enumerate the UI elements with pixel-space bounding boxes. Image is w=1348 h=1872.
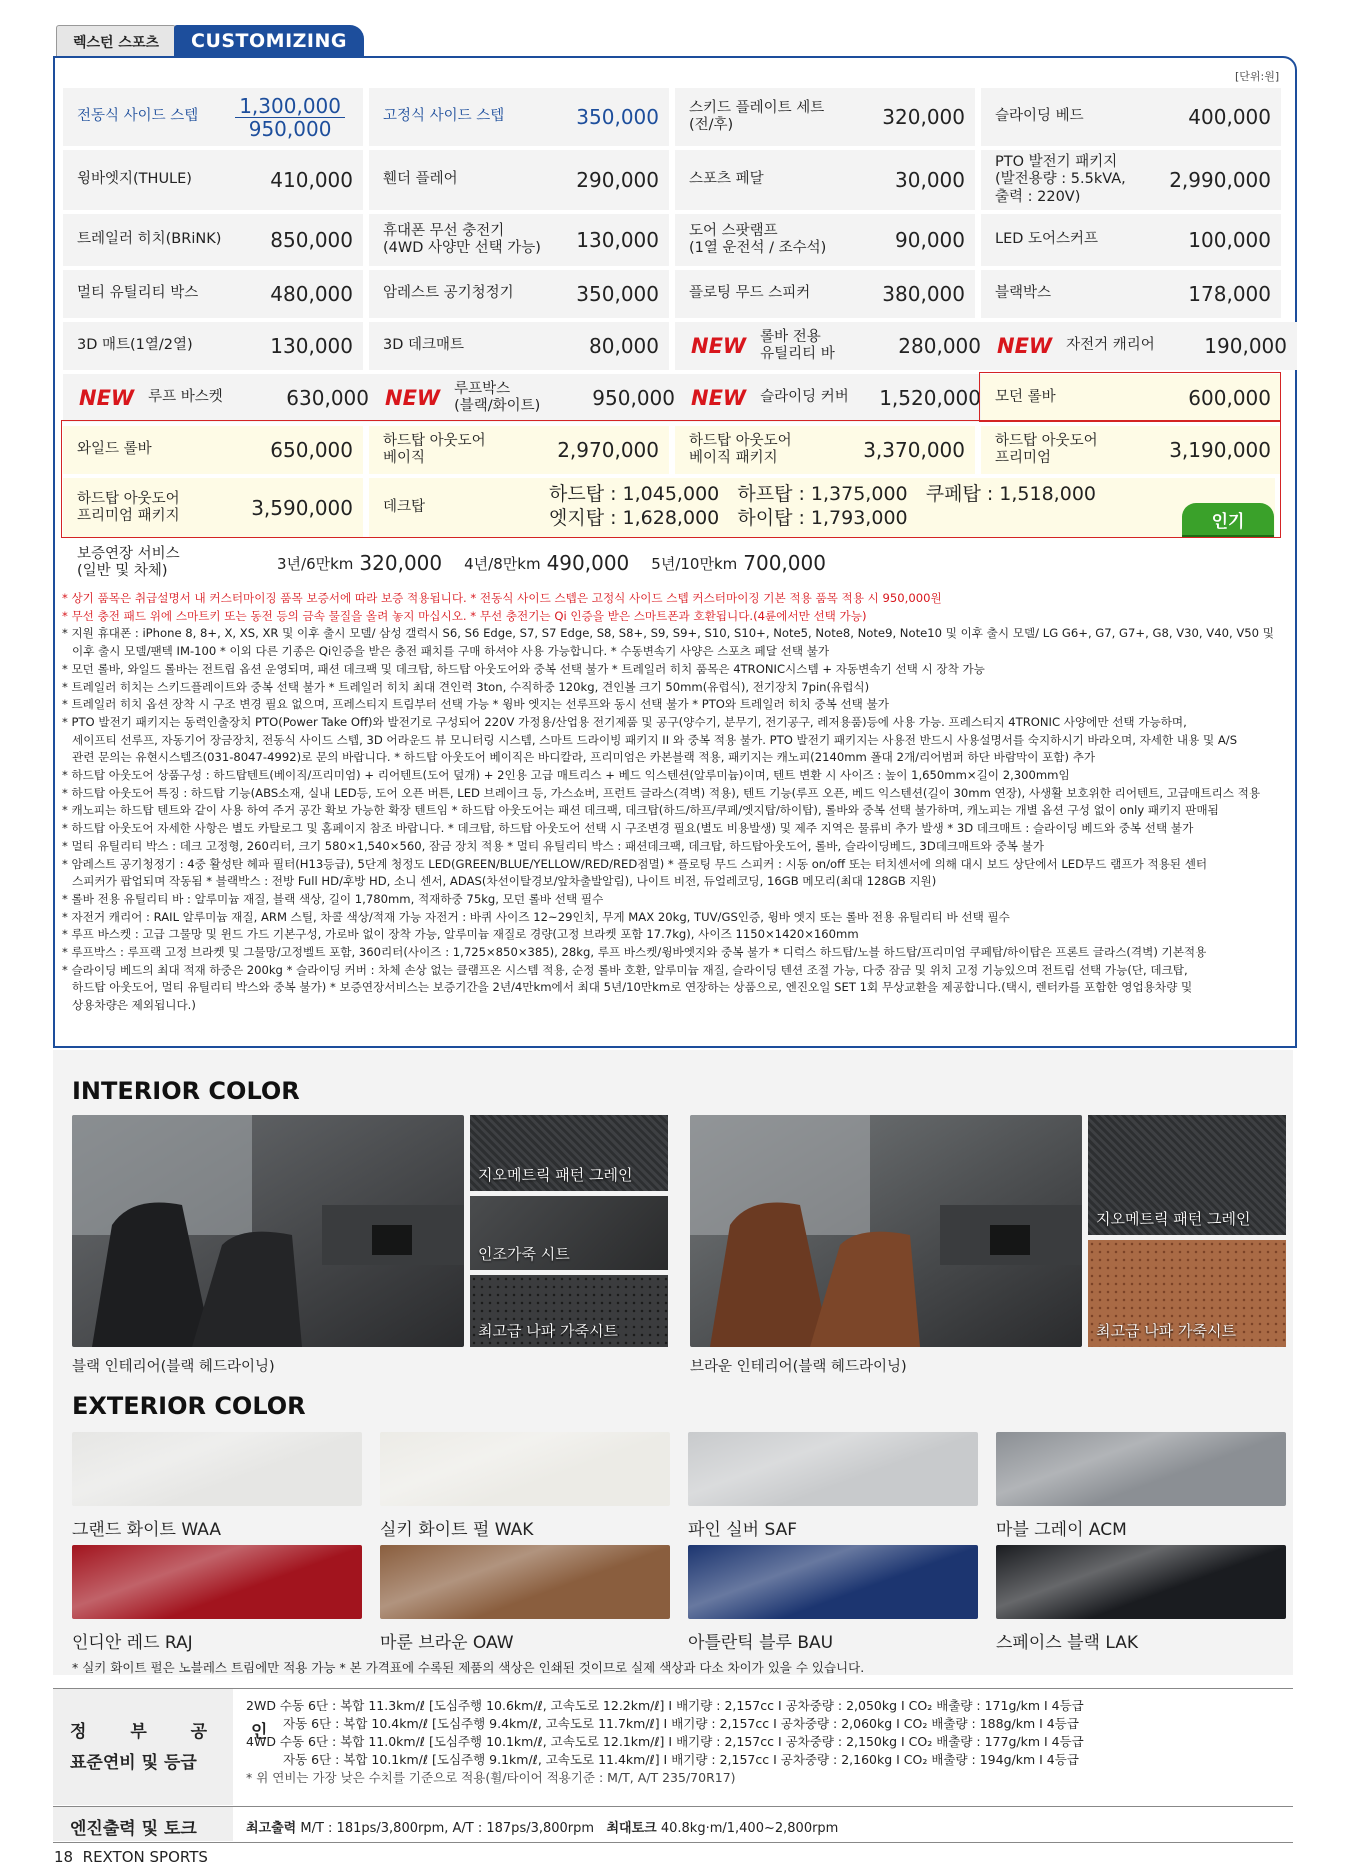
option-cell <box>63 374 379 422</box>
option-cell <box>981 88 1281 146</box>
option-cell <box>63 214 363 266</box>
option-price: 480,000 <box>270 282 353 306</box>
note-line: * 루프박스 : 루프랙 고정 브라켓 및 그물망/고정벨트 포함, 360리터(사이즈 : 1,725×850×385), 28kg, 루프 바스켓/윙바엣지와 중복 불가 * 디럭스 하드탑/노블 하드탑/프리미엄 쿠페탑/하이탑은 프론트 글라스(격벽) 기본적용 <box>62 945 1207 960</box>
note-line: * 무선 충전 패드 위에 스마트키 또는 동전 등의 금속 물질을 올려 놓지 마십시오. * 무선 충전기는 Qi 인증을 받은 스마트폰과 호환됩니다.(4륜에서만 선택 가능) <box>62 608 867 623</box>
option-label: 와일드 롤바 <box>77 441 152 458</box>
brown-interior-photo <box>690 1115 1082 1347</box>
color-name: 마블 그레이 ACM <box>996 1520 1127 1540</box>
black-interior-photo <box>72 1115 464 1347</box>
exterior-note: * 실키 화이트 펄은 노블레스 트림에만 적용 가능 * 본 가격표에 수록된 제품의 색상은 인쇄된 것이므로 실제 색상과 다소 차이가 있을 수 있습니다. <box>72 1660 865 1675</box>
note-line: * 멀티 유틸리티 박스 : 데크 고정형, 260리터, 크기 580×1,540×560, 잠금 장치 적용 * 멀티 유틸리티 박스 : 패션데크팩, 데크탑, 하드탑아웃도어, 롤바, 슬라이딩베드, 3D데크매트와 중복 불가 <box>62 838 1044 853</box>
fuel-label-bg <box>53 1689 233 1805</box>
option-label: 스키드 플레이트 세트 (전/후) <box>689 99 825 133</box>
deck-price: 엣지탑 : 1,628,000 <box>549 507 720 529</box>
page-number: 18 <box>54 1848 74 1866</box>
option-label: 슬라이딩 베드 <box>995 108 1084 125</box>
option-price: 600,000 <box>1188 386 1271 410</box>
note-line: * 암레스트 공기청정기 : 4중 활성탄 헤파 필터(H13등급), 5단계 청정도 LED(GREEN/BLUE/YELLOW/RED/RED점멸) * 플로팅 무드 스피커 : 시동 on/off 또는 터치센서에 의해 대시 보드 상단에서 LED무드 램프가 적용된 센터 <box>62 856 1208 871</box>
option-label: 트레일러 히치(BRiNK) <box>77 231 222 248</box>
color-swatch <box>688 1432 978 1506</box>
fuel-row: 4WD 수동 6단 : 복합 11.0km/ℓ [도심주행 10.1km/ℓ, 고속도로 12.1km/ℓ] I 배기량 : 2,157cc I 공차중량 : 2,150kg I CO₂ 배출량 : 177g/km I 4등급 <box>246 1734 1084 1749</box>
option-label: 3D 데크매트 <box>383 337 465 354</box>
option-price: 410,000 <box>270 168 353 192</box>
warranty-label: 보증연장 서비스 (일반 및 차체) <box>77 545 180 579</box>
color-name: 인디안 레드 RAJ <box>72 1633 193 1653</box>
option-cell <box>369 270 669 318</box>
engine-torque-label: 최대토크 <box>606 1821 657 1836</box>
note-line: * 슬라이딩 베드의 최대 적재 하중은 200kg * 슬라이딩 커버 : 차체 손상 없는 클램프온 시스템 적용, 순정 롤바 호환, 알루미늄 재질, 슬라이딩 텐션 조절 가능, 다중 잠금 및 위치 고정 기능있으며 전트림 선택 가능(단, 데크탑, <box>62 962 1188 977</box>
option-cell <box>675 322 991 370</box>
option-price: 950,000 <box>592 386 675 410</box>
fuel-footnote: * 위 연비는 가장 낮은 수치를 기준으로 적용(휠/타이어 적용기준 : M/T, A/T 235/70R17) <box>246 1770 736 1785</box>
new-tag: NEW <box>997 334 1053 358</box>
new-tag: NEW <box>691 334 747 358</box>
option-cell <box>63 150 363 210</box>
option-price: 90,000 <box>895 228 965 252</box>
option-label: 루프 바스켓 <box>148 389 223 406</box>
engine-label: 엔진출력 및 토크 <box>70 1819 197 1839</box>
divider <box>53 1806 1293 1807</box>
black-swatch-leatherette: 인조가죽 시트 <box>470 1196 668 1270</box>
option-label: 슬라이딩 커버 <box>760 389 849 406</box>
option-price: 320,000 <box>882 105 965 129</box>
option-label: 스포츠 페달 <box>689 171 764 188</box>
option-label: 모던 롤바 <box>995 389 1056 406</box>
option-price: 2,970,000 <box>557 438 659 462</box>
option-label: 롤바 전용 유틸리티 바 <box>760 328 835 362</box>
option-price: 2,990,000 <box>1169 168 1271 192</box>
warranty-term: 3년/6만km <box>277 554 354 573</box>
color-swatch <box>688 1545 978 1619</box>
engine-torque: 40.8kg·m/1,400~2,800rpm <box>660 1821 839 1836</box>
color-swatch <box>996 1432 1286 1506</box>
option-cell <box>63 322 363 370</box>
warranty-term: 4년/8만km <box>464 554 541 573</box>
option-cell <box>675 88 975 146</box>
color-name: 실키 화이트 펄 WAK <box>380 1520 534 1540</box>
option-cell <box>369 88 669 146</box>
option-cell <box>981 270 1281 318</box>
new-tag: NEW <box>691 386 747 410</box>
option-label: 도어 스팟램프 (1열 운전석 / 조수석) <box>689 222 827 256</box>
color-name: 그랜드 화이트 WAA <box>72 1520 221 1540</box>
option-price: 3,590,000 <box>251 496 353 520</box>
option-label: 암레스트 공기청정기 <box>383 285 514 302</box>
note-line: 상용차량은 제외됩니다.) <box>72 998 196 1013</box>
model-tab: 렉스턴 스포츠 <box>56 25 176 58</box>
option-label: 데크탑 <box>383 499 426 516</box>
option-price: 190,000 <box>1204 334 1287 358</box>
popular-badge: 인기 <box>1182 503 1274 535</box>
option-price: 1,520,000 <box>879 386 981 410</box>
note-line: * 지원 휴대폰 : iPhone 8, 8+, X, XS, XR 및 이후 출시 모델/ 삼성 갤럭시 S6, S6 Edge, S7, S7 Edge, S8, S8+, S9, S9+, S10, S10+, Note5, Note8, Note9, Note10 및 이후 출시 모델/ LG G6+, G7, G7+, G8, V30, V40, V50 및 <box>62 626 1274 641</box>
color-swatch <box>72 1432 362 1506</box>
option-cell <box>675 374 991 422</box>
option-price: 3,190,000 <box>1169 438 1271 462</box>
deck-price: 하이탑 : 1,793,000 <box>737 507 908 529</box>
note-line: * 트레일러 히치는 스키드플레이트와 중복 선택 불가 * 트레일러 히치 최대 견인력 3ton, 수직하중 120kg, 견인볼 크기 50mm(유럽식), 전기장치 7pin(유럽식) <box>62 679 870 694</box>
highlight-box <box>979 372 1281 422</box>
color-name: 마룬 브라운 OAW <box>380 1633 514 1653</box>
option-price: 350,000 <box>576 105 659 129</box>
option-price: 30,000 <box>895 168 965 192</box>
option-cell <box>369 374 685 422</box>
option-cell <box>675 150 975 210</box>
footer-model: REXTON SPORTS <box>82 1848 208 1866</box>
note-line: 이후 출시 모델/팬텍 IM-100 * 이외 다른 기종은 Qi인증을 받은 충전 패치를 구매 하셔야 사용 가능합니다. * 수동변속기 사양은 스포츠 페달 선택 불가 <box>72 644 830 659</box>
warranty-price: 700,000 <box>743 551 826 575</box>
brown-swatch-geometric: 지오메트릭 패턴 그레인 <box>1088 1115 1286 1235</box>
note-line: * 루프 바스켓 : 고급 그물망 및 윈드 가드 기본구성, 가로바 없이 장착 가능, 알루미늄 재질로 경량(고정 브라켓 포함 17.7kg), 사이즈 1150×1420×160mm <box>62 927 859 942</box>
option-label: 루프박스 (블랙/화이트) <box>454 380 541 414</box>
option-price: 80,000 <box>589 334 659 358</box>
option-label: 블랙박스 <box>995 285 1052 302</box>
note-line: * 하드탑 아웃도어 상품구성 : 하드탑텐트(베이직/프리미엄) + 리어텐트(도어 덮개) + 2인용 고급 매트리스 + 베드 익스텐션(알루미늄)이며, 텐트 변환 시 사이즈 : 높이 1,650mm×길이 2,300mm임 <box>62 768 1070 783</box>
page-footer <box>54 1848 208 1866</box>
notes-block <box>62 590 1292 1015</box>
option-label: 휀더 플레어 <box>383 171 458 188</box>
option-label: 하드탑 아웃도어 베이직 <box>383 432 486 466</box>
note-line: * 트레일러 히치 옵션 장착 시 구조 변경 필요 없으며, 프레스티지 트림부터 선택 가능 * 윙바 엣지는 선루프와 동시 선택 불가 * PTO와 트레일러 히치 중복 선택 불가 <box>62 697 889 712</box>
option-price: 380,000 <box>882 282 965 306</box>
option-price: 130,000 <box>576 228 659 252</box>
option-price: 400,000 <box>1188 105 1271 129</box>
warranty-row <box>63 540 1275 586</box>
customizing-tab: CUSTOMIZING <box>174 25 364 57</box>
note-line: 관련 문의는 유현시스템즈(031-8047-4992)로 문의 바랍니다. * 하드탑 아웃도어 베이직은 바디칼라, 프리미엄은 카본블랙 적용, 패키지는 캐노피(2140mm 폴대 2개/리어범퍼 하단 바람막이 포함) 추가 <box>72 750 1096 765</box>
warranty-term: 5년/10만km <box>651 554 738 573</box>
interior-title: INTERIOR COLOR <box>72 1077 300 1105</box>
option-label: 플로팅 무드 스피커 <box>689 285 811 302</box>
note-line: * 하드탑 아웃도어 자세한 사항은 별도 카탈로그 및 홈페이지 참조 바랍니다. * 데크탑, 하드탑 아웃도어 선택 시 구조변경 필요(별도 비용발생) 및 제주 지역은 물류비 추가 발생 * 3D 데크매트 : 슬라이딩 베드와 중복 선택 불가 <box>62 821 1194 836</box>
engine-power-label: 최고출력 <box>246 1821 297 1836</box>
option-label: 하드탑 아웃도어 베이직 패키지 <box>689 432 792 466</box>
option-cell <box>981 214 1281 266</box>
unit-label: [단위:원] <box>1235 70 1280 83</box>
note-line: 스피커가 팝업되며 작동됨 * 블랙박스 : 전방 Full HD/후방 HD, 소니 센서, ADAS(차선이탈경보/앞차출발알림), 나이트 비전, 듀얼레코딩, 16GB 메모리(최대 128GB 지원) <box>72 874 937 889</box>
option-price: 100,000 <box>1188 228 1271 252</box>
fuel-row: 2WD 수동 6단 : 복합 11.3km/ℓ [도심주행 10.6km/ℓ, 고속도로 12.2km/ℓ] I 배기량 : 2,157cc I 공차중량 : 2,050kg I CO₂ 배출량 : 171g/km I 4등급 <box>246 1698 1084 1713</box>
note-line: * 롤바 전용 유틸리티 바 : 알루미늄 재질, 블랙 색상, 길이 1,780mm, 적재하중 75kg, 모던 롤바 선택 필수 <box>62 891 604 906</box>
option-price: 280,000 <box>898 334 981 358</box>
color-swatch <box>380 1432 670 1506</box>
option-label: 하드탑 아웃도어 프리미엄 패키지 <box>77 490 180 524</box>
brown-interior-caption: 브라운 인테리어(블랙 헤드라이닝) <box>690 1359 907 1375</box>
option-label: 휴대폰 무선 충전기 (4WD 사양만 선택 가능) <box>383 222 541 256</box>
note-line: 하드탑 아웃도어, 멀티 유틸리티 박스와 중복 불가) * 보증연장서비스는 보증기간을 2년/4만km에서 최대 5년/10만km로 연장하는 상품으로, 엔진오일 SET 1회 무상교환을 제공합니다.(택시, 렌터카를 포함한 영업용차량 및 <box>72 980 1193 995</box>
option-label: 3D 매트(1열/2열) <box>77 337 193 354</box>
highlight-box <box>61 420 1281 538</box>
option-label: 전동식 사이드 스텝 <box>77 108 199 125</box>
note-line: * 상기 품목은 취급설명서 내 커스터마이징 품목 보증서에 따라 보증 적용됩니다. * 전동식 사이드 스텝은 고정식 사이드 스텝 커스터마이징 기본 적용 품목 적용 시 950,000원 <box>62 591 942 605</box>
option-label: 멀티 유틸리티 박스 <box>77 285 199 302</box>
fuel-rows <box>246 1697 1084 1787</box>
black-swatch-nappa: 최고급 나파 가죽시트 <box>470 1275 668 1347</box>
option-label: 자전거 캐리어 <box>1066 337 1155 354</box>
deck-price: 하프탑 : 1,375,000 <box>737 483 908 505</box>
option-cell <box>981 322 1297 370</box>
option-price: 630,000 <box>286 386 369 410</box>
note-line: * 캐노피는 하드탑 텐트와 같이 사용 하여 주거 공간 확보 가능한 확장 텐트임 * 하드탑 아웃도어는 패션 데크팩, 데크탑(하드/하프/쿠페/엣지탑/하이탑), 롤바와 중복 선택 불가하며, 캐노피는 개별 옵션 구성 없이 only 패키지 판매됨 <box>62 803 1219 818</box>
deck-price: 하드탑 : 1,045,000 <box>549 483 720 505</box>
brown-swatch-nappa: 최고급 나파 가죽시트 <box>1088 1240 1286 1347</box>
note-line: 세이프티 선루프, 자동기어 장금장치, 전동식 사이드 스텝, 3D 어라운드 뷰 모니터링 시스템, 스마트 드라이빙 패키지 II 와 중복 적용 불가. PTO 발전기 패키지는 사용전 반드시 사용설명서를 숙지하시기 바라오며, 자세한 내용 및 A/S <box>72 732 1238 747</box>
option-label: 윙바엣지(THULE) <box>77 171 192 188</box>
option-cell <box>369 150 669 210</box>
option-price: 1,300,000 950,000 <box>235 95 345 140</box>
warranty-price: 320,000 <box>359 551 443 575</box>
new-tag: NEW <box>385 386 441 410</box>
option-cell <box>369 322 669 370</box>
fuel-row: 자동 6단 : 복합 10.1km/ℓ [도심주행 9.1km/ℓ, 고속도로 11.4km/ℓ] I 배기량 : 2,157cc I 공차중량 : 2,160kg I CO₂ 배출량 : 194g/km I 4등급 <box>283 1752 1079 1767</box>
divider <box>53 1688 1293 1689</box>
option-label: LED 도어스커프 <box>995 231 1099 248</box>
fuel-label-2: 표준연비 및 등급 <box>70 1753 197 1773</box>
fuel-label-1: 정 부 공 인 <box>70 1722 287 1742</box>
note-line: * 모던 롤바, 와일드 롤바는 전트립 옵션 운영되며, 패션 데크팩 및 데크탑, 하드탑 아웃도어와 중복 선택 불가 * 트레일러 히치 품목은 4TRONIC시스템 + 자동변속기 선택 시 장착 가능 <box>62 661 985 676</box>
option-price: 178,000 <box>1188 282 1271 306</box>
divider <box>53 1842 1293 1843</box>
option-label: PTO 발전기 패키지 (발전용량 : 5.5kVA, 출력 : 220V) <box>995 153 1126 205</box>
option-cell <box>675 270 975 318</box>
option-label: 고정식 사이드 스텝 <box>383 108 505 125</box>
option-cell <box>981 150 1281 210</box>
option-label: 하드탑 아웃도어 프리미엄 <box>995 432 1098 466</box>
note-line: * PTO 발전기 패키지는 동력인출장치 PTO(Power Take Off)와 발전기로 구성되어 220V 가정용/산업용 전기제품 및 공구(양수기, 분무기, 전기공구, 레저용품)등에 사용 가능. 프레스티지 4TRONIC 사양에만 선택 가능하며, <box>62 714 1187 729</box>
color-name: 아틀란틱 블루 BAU <box>688 1633 834 1653</box>
color-name: 스페이스 블랙 LAK <box>996 1633 1138 1653</box>
fuel-row: 자동 6단 : 복합 10.4km/ℓ [도심주행 9.4km/ℓ, 고속도로 11.7km/ℓ] I 배기량 : 2,157cc I 공차중량 : 2,060kg I CO₂ 배출량 : 188g/km I 4등급 <box>283 1716 1079 1731</box>
option-price: 350,000 <box>576 282 659 306</box>
note-line: * 하드탑 아웃도어 특징 : 하드탑 기능(ABS소재, 실내 LED등, 도어 오픈 버튼, LED 브레이크 등, 가스쇼버, 프런트 글라스(격벽) 적용), 텐트 기능(루프 오픈, 베드 익스텐션(길이 30mm 연장), 사생활 보호위한 리어텐트, 고급매트리스 적용 <box>62 785 1261 800</box>
black-swatch-geometric: 지오메트릭 패턴 그레인 <box>470 1115 668 1191</box>
warranty-price: 490,000 <box>546 551 630 575</box>
option-cell <box>369 214 669 266</box>
engine-specs <box>246 1817 838 1836</box>
deck-price: 쿠페탑 : 1,518,000 <box>925 483 1096 505</box>
option-price: 3,370,000 <box>863 438 965 462</box>
color-swatch <box>72 1545 362 1619</box>
option-cell <box>63 270 363 318</box>
option-cell <box>675 214 975 266</box>
option-price: 850,000 <box>270 228 353 252</box>
exterior-title: EXTERIOR COLOR <box>72 1392 306 1420</box>
color-swatch <box>380 1545 670 1619</box>
option-cell <box>63 88 363 146</box>
color-name: 파인 실버 SAF <box>688 1520 798 1540</box>
new-tag: NEW <box>79 386 135 410</box>
black-interior-caption: 블랙 인테리어(블랙 헤드라이닝) <box>72 1359 275 1375</box>
option-price: 290,000 <box>576 168 659 192</box>
option-price: 650,000 <box>270 438 353 462</box>
note-line: * 자전거 캐리어 : RAIL 알루미늄 재질, ARM 스틸, 차콜 색상/적재 가능 자전거 : 바퀴 사이즈 12~29인치, 무게 MAX 20kg, TUV/GS인증, 윙바 엣지 또는 롤바 전용 유틸리티 바 선택 필수 <box>62 909 1010 924</box>
color-swatch <box>996 1545 1286 1619</box>
engine-power: M/T : 181ps/3,800rpm, A/T : 187ps/3,800rpm <box>300 1821 595 1836</box>
option-price: 130,000 <box>270 334 353 358</box>
